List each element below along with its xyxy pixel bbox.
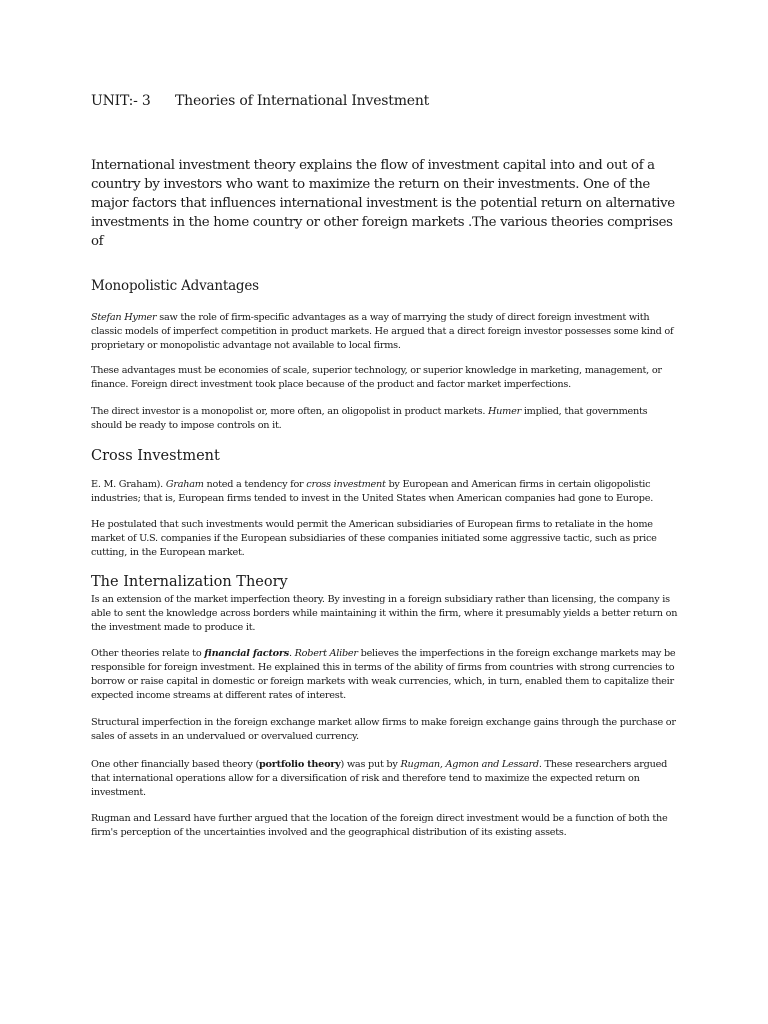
monopolistic-paragraph-3: The direct investor is a monopolist or, more often, an oligopolist in product markets. Humer implied, that governments should be ready to impose controls on it.: [91, 406, 648, 431]
internalization-paragraph-5: Rugman and Lessard have further argued that the location of the foreign direct investment would be a function of both the firm's perception of the uncertainties involved and the geographical distribution of its existing assets.: [91, 813, 668, 838]
monopolistic-paragraph-1: Stefan Hymer saw the role of firm-specific advantages as a way of marrying the study of direct foreign investment with classic models of imperfect competition in product markets. He argued that a direct foreign investor possesses some kind of proprietary or monopolistic advantage not available to local firms.: [91, 312, 674, 351]
document-title: Theories of International Investment: [175, 93, 430, 109]
unit-label: UNIT:- 3: [91, 93, 151, 109]
cross-paragraph-1: E. M. Graham). Graham noted a tendency for cross investment by European and American firms in certain oligopolistic industries; that is, European firms tended to invest in the United States when American companies had gone to Europe.: [91, 479, 654, 504]
internalization-paragraph-1: Is an extension of the market imperfection theory. By investing in a foreign subsidiary rather than licensing, the company is able to sent the knowledge across borders while maintaining it within the firm, where it presumably yields a better return on the investment made to produce it.: [91, 594, 678, 633]
author-name: Stefan Hymer: [91, 312, 157, 323]
monopolistic-paragraph-2: These advantages must be economies of scale, superior technology, or superior knowledge in marketing, management, or finance. Foreign direct investment took place because of the product and factor market imperfections.: [91, 365, 662, 390]
heading-monopolistic-advantages: Monopolistic Advantages: [91, 278, 259, 294]
internalization-paragraph-2: Other theories relate to financial factors. Robert Aliber believes the imperfections in the foreign exchange markets may be responsible for foreign investment. He explained this in terms of the ability of firms from countries with strong currencies to borrow or raise capital in domestic or foreign markets with weak currencies, which, in turn, enabled them to capitalize their expected income streams at different rates of interest.: [91, 648, 676, 701]
internalization-paragraph-3: Structural imperfection in the foreign exchange market allow firms to make foreign exchange gains through the purchase or sales of assets in an undervalued or overvalued currency.: [91, 717, 676, 742]
intro-paragraph: International investment theory explains the flow of investment capital into and out of a country by investors who want to maximize the return on their investments. One of the major factors that influences international investment is the potential return on alternative investments in the home country or other foreign markets .The various theories comprises of: [91, 158, 675, 249]
term-emphasis: cross investment: [306, 479, 386, 490]
author-name: Graham: [165, 479, 204, 490]
heading-cross-investment: Cross Investment: [91, 448, 220, 464]
author-name: Humer: [487, 406, 521, 417]
author-name: Rugman, Agmon and Lessard: [400, 759, 539, 770]
internalization-paragraph-4: One other financially based theory (portfolio theory) was put by Rugman, Agmon and Lessard. These researchers argued that international operations allow for a diversification of risk and therefore tend to maximize the expected return on investment.: [91, 759, 668, 798]
heading-internalization-theory: The Internalization Theory: [91, 574, 288, 590]
term-emphasis: portfolio theory: [259, 759, 341, 770]
unit-header: [91, 93, 429, 109]
cross-paragraph-2: He postulated that such investments would permit the American subsidiaries of European firms to retaliate in the home market of U.S. companies if the European subsidiaries of these companies initiated some aggressive tactic, such as price cutting, in the European market.: [91, 519, 657, 558]
term-emphasis: financial factors: [204, 648, 289, 659]
author-name: Robert Aliber: [294, 648, 358, 659]
